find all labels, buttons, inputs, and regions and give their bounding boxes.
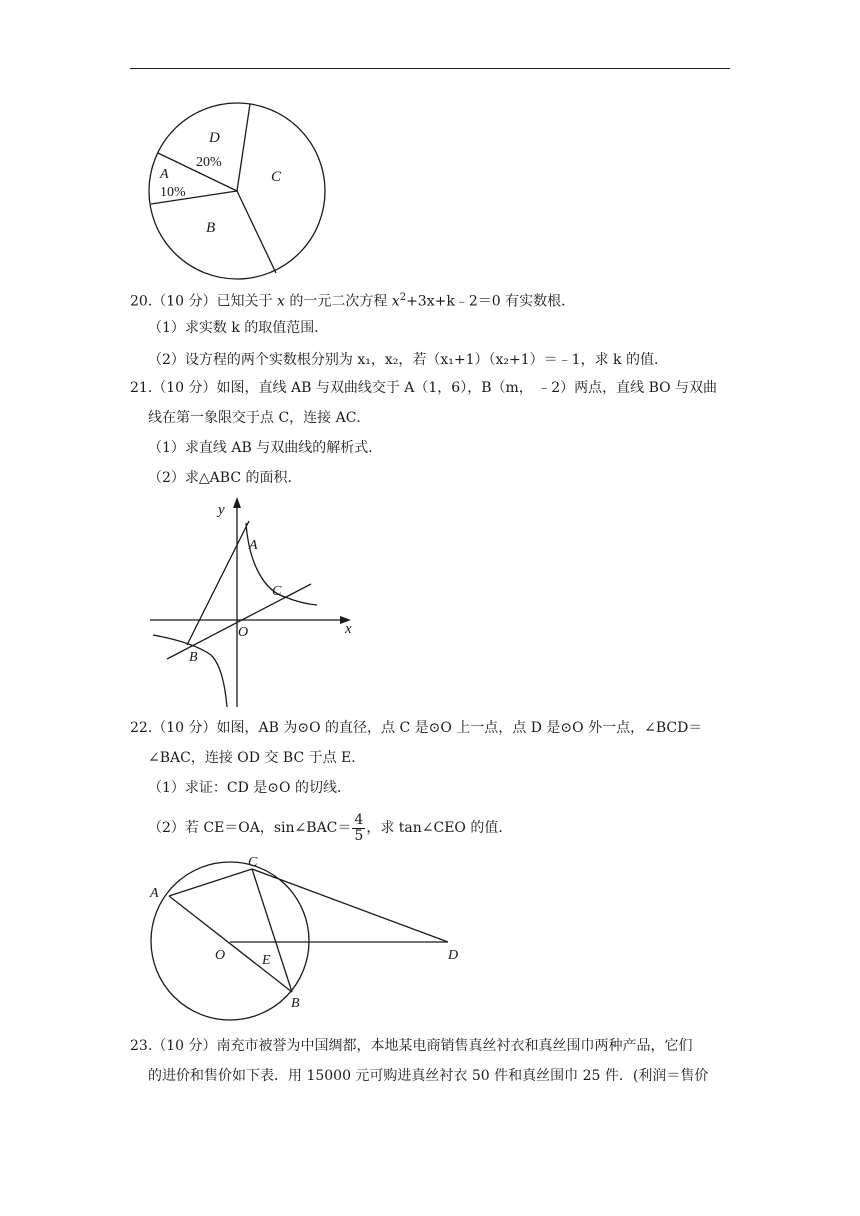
q22-label-d: D <box>448 948 459 963</box>
q20-part2: （2）设方程的两个实数根分别为 x₁，x₂，若（x₁+1）（x₂+1）＝﹣1，求 k 的值． <box>148 352 668 368</box>
q20-stem: 20.（10 分）已知关于 x 的一元二次方程 $x^2+3x+k﹣2=0$ 有实数根． <box>130 292 576 310</box>
q22-part2: （2）若 CE＝OA，sin∠BAC＝ $\frac{4}{5}$ ，求 tan∠CEO 的值． <box>148 811 513 844</box>
q22-stem-line1: 22.（10 分）如图，AB 为⊙O 的直径，点 C 是⊙O 上一点，点 D 是⊙O 外一点，∠BCD＝ <box>130 720 703 736</box>
header-rule <box>130 68 730 69</box>
q22-label-c: C <box>248 855 258 870</box>
pie-label-b: B <box>206 220 216 236</box>
pie-label-a: A <box>160 167 169 182</box>
q22-label-e: E <box>262 953 271 968</box>
q22-figure <box>140 850 470 1030</box>
q22-stem-line2: ∠BAC，连接 OD 交 BC 于点 E． <box>148 750 366 766</box>
pie-percent-a: 10% <box>160 185 186 200</box>
pie-figure <box>140 100 340 280</box>
q21-label-y: y <box>218 502 225 518</box>
q21-stem-line1: 21.（10 分）如图，直线 AB 与双曲线交于 A（1，6），B（m， ﹣2）两点，直线 BO 与双曲 <box>130 380 718 396</box>
pie-label-c: C <box>271 169 282 185</box>
q22-fraction: $\frac{4}{5}$ <box>354 811 364 844</box>
q21-label-x: x <box>345 621 352 637</box>
q20-part1: （1）求实数 k 的取值范围． <box>148 320 329 336</box>
q22-label-b: B <box>291 996 300 1011</box>
q21-stem-line2: 线在第一象限交于点 C，连接 AC． <box>148 410 371 426</box>
q21-label-o: O <box>238 625 249 640</box>
q22-label-a: A <box>150 886 159 901</box>
q21-label-c: C <box>272 584 282 599</box>
q21-label-b: B <box>189 650 198 665</box>
q22-part1: （1）求证：CD 是⊙O 的切线． <box>148 780 351 796</box>
q23-stem-line2: 的进价和售价如下表．用 15000 元可购进真丝衬衣 50 件和真丝围巾 25 件．(利润＝售价 <box>148 1068 709 1084</box>
q21-label-a: A <box>249 538 258 553</box>
q22-label-o: O <box>215 948 226 963</box>
q21-figure <box>145 495 370 715</box>
pie-percent-d: 20% <box>196 155 222 170</box>
q21-part2: （2）求△ABC 的面积． <box>148 470 302 486</box>
q23-stem-line1: 23.（10 分）南充市被誉为中国绸都，本地某电商销售真丝衬衣和真丝围巾两种产品，它们 <box>130 1038 693 1054</box>
pie-label-d: D <box>209 130 220 146</box>
q21-part1: （1）求直线 AB 与双曲线的解析式． <box>148 440 383 456</box>
